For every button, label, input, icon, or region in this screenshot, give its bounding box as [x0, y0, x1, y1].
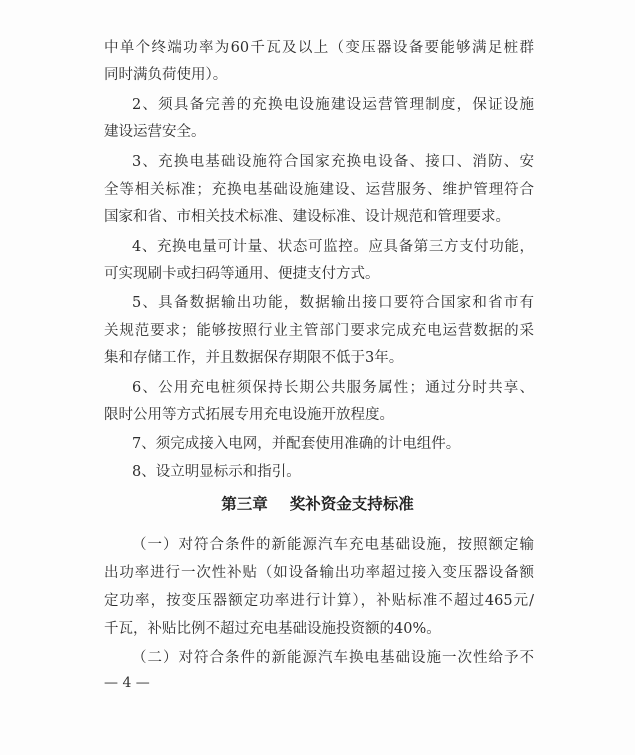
text-line: 2、须具备完善的充换电设施建设运营管理制度，保证设施 — [132, 97, 534, 113]
text-line: 6、公用充电桩须保持长期公共服务属性；通过分时共享、 — [132, 380, 534, 396]
text-line: （二）对符合条件的新能源汽车换电基础设施一次性给予不 — [132, 650, 534, 666]
text-line: 出功率进行一次性补贴（如设备输出功率超过接入变压器设备额 — [104, 565, 534, 581]
text-line: 关规范要求；能够按照行业主管部门要求完成充电运营数据的采 — [104, 323, 534, 339]
text-line: 定功率，按变压器额定功率进行计算），补贴标准不超过465元/ — [104, 593, 534, 609]
text-line: 国家和省、市相关技术标准、建设标准、设计规范和管理要求。 — [104, 209, 510, 225]
text-line: 8、设立明显标示和指引。 — [132, 464, 301, 480]
text-line: 建设运营安全。 — [104, 124, 206, 140]
text-line: 同时满负荷使用）。 — [104, 67, 228, 83]
text-line: 全等相关标准；充换电基础设施建设、运营服务、维护管理符合 — [104, 182, 534, 198]
chapter-number: 第三章 — [221, 495, 268, 513]
text-line: 可实现刷卡或扫码等通用、便捷支付方式。 — [104, 266, 380, 282]
text-line: 5、具备数据输出功能，数据输出接口要符合国家和省市有 — [132, 295, 534, 311]
text-line: （一）对符合条件的新能源汽车充电基础设施，按照额定输 — [132, 537, 534, 553]
text-line: 集和存储工作，并且数据保存期限不低于3年。 — [104, 350, 404, 366]
chapter-heading — [0, 493, 635, 515]
text-line: 千瓦，补贴比例不超过充电基础设施投资额的40%。 — [104, 621, 441, 637]
chapter-title: 奖补资金支持标准 — [289, 495, 414, 513]
text-line: 7、须完成接入电网，并配套使用准确的计电组件。 — [132, 436, 461, 452]
page-number: — 4 — — [104, 675, 150, 691]
text-line: 中单个终端功率为60千瓦及以上（变压器设备要能够满足桩群 — [104, 40, 534, 56]
text-line: 3、充换电基础设施符合国家充换电设备、接口、消防、安 — [132, 154, 534, 170]
text-line: 限时公用等方式拓展专用充电设施开放程度。 — [104, 407, 394, 423]
text-line: 4、充换电量可计量、状态可监控。应具备第三方支付功能， — [132, 239, 534, 255]
